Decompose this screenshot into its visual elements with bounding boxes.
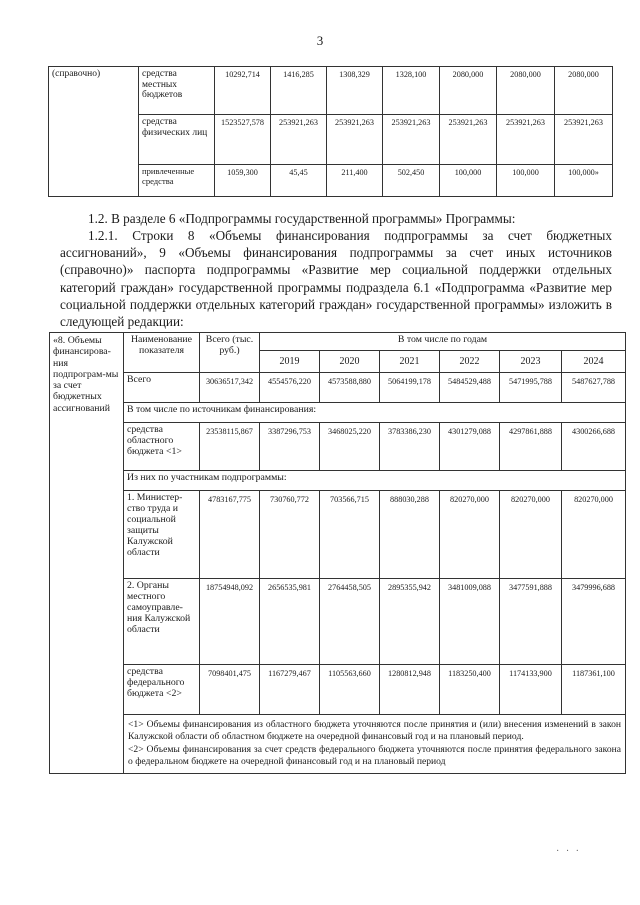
cell-value: 100,000 — [497, 165, 555, 197]
cell-value: 45,45 — [271, 165, 327, 197]
cell-value: 3387296,753 — [260, 423, 320, 471]
cell-value: 5064199,178 — [380, 373, 440, 403]
cell-value: 1167279,467 — [260, 665, 320, 715]
row-label: средства физических лиц — [139, 115, 215, 165]
cell-value: 5471995,788 — [500, 373, 562, 403]
cell-value: 253921,263 — [440, 115, 497, 165]
year-header: 2019 — [260, 351, 320, 373]
cell-value: 100,000 — [440, 165, 497, 197]
cell-value: 30636517,342 — [200, 373, 260, 403]
cell-value: 4297861,888 — [500, 423, 562, 471]
cell-value: 10292,714 — [215, 67, 271, 115]
cell-value: 1174133,900 — [500, 665, 562, 715]
footnotes — [124, 715, 626, 774]
cell-value: 3481009,088 — [440, 579, 500, 665]
header-by-years: В том числе по годам — [260, 333, 626, 351]
footnote-1: <1> Объемы финансирования из областного бюджета уточняются после принятия и (или) внесения изменений в закон Калужской области об областном бюджете на очередной финансовый год и на плановый период. — [128, 719, 622, 743]
row-label: средства федерального бюджета <2> — [124, 665, 200, 715]
cell-value: 1416,285 — [271, 67, 327, 115]
participants-heading: Из них по участникам подпрограммы: — [124, 471, 626, 491]
year-header: 2022 — [440, 351, 500, 373]
cell-value: 4573588,880 — [320, 373, 380, 403]
cell-value: 2764458,505 — [320, 579, 380, 665]
financing-table — [49, 332, 626, 774]
cell-value: 2080,000 — [497, 67, 555, 115]
cell-value: 3783386,230 — [380, 423, 440, 471]
row-label: 2. Органы местного самоуправле-ния Калужской области — [124, 579, 200, 665]
row-label: 1. Министер-ство труда и социальной защиты Калужской области — [124, 491, 200, 579]
cell-value: 1328,100 — [383, 67, 440, 115]
row-label: средства областного бюджета <1> — [124, 423, 200, 471]
sources-heading: В том числе по источникам финансирования: — [124, 403, 626, 423]
paragraph-line-1: 1.2. В разделе 6 «Подпрограммы государственной программы» Программы: — [88, 211, 516, 226]
year-header: 2023 — [500, 351, 562, 373]
top-table-first-cell: (справочно) — [49, 67, 139, 197]
cell-value: 1105563,660 — [320, 665, 380, 715]
cell-value: 1523527,578 — [215, 115, 271, 165]
cell-value: 253921,263 — [555, 115, 613, 165]
cell-value: 4554576,220 — [260, 373, 320, 403]
footnote-2: <2> Объемы финансирования за счет средств федерального бюджета уточняются после принятия федерального закона о федеральном бюджете на очередной финансовый год и на плановый период — [128, 743, 622, 768]
cell-value: 18754948,092 — [200, 579, 260, 665]
cell-value: 4301279,088 — [440, 423, 500, 471]
header-indicator: Наименование показателя — [124, 333, 200, 373]
amendment-paragraph — [60, 210, 612, 330]
paragraph-line-2: 1.2.1. Строки 8 «Объемы финансирования подпрограммы за счет бюджетных ассигнований», 9 «Объемы финансирования подпрограммы за счет иных источников (справочно)» паспорта подпрограммы «Развитие мер социальной поддержки отдельных категорий граждан» государственной программы подраздела 6.1 «Подпрограмма «Развитие мер социальной поддержки отдельных категорий граждан» государственной программы» изложить в следующей редакции: — [60, 228, 612, 329]
top-table — [48, 66, 613, 197]
cell-value: 253921,263 — [271, 115, 327, 165]
cell-value: 820270,000 — [562, 491, 626, 579]
cell-value: 703566,715 — [320, 491, 380, 579]
cell-value: 1280812,948 — [380, 665, 440, 715]
cell-value: 2080,000 — [555, 67, 613, 115]
row-label: Всего — [124, 373, 200, 403]
footer-mark: · · · — [556, 846, 581, 857]
cell-value: 730760,772 — [260, 491, 320, 579]
cell-value: 4783167,775 — [200, 491, 260, 579]
cell-value: 2080,000 — [440, 67, 497, 115]
cell-value: 5484529,488 — [440, 373, 500, 403]
year-header: 2020 — [320, 351, 380, 373]
year-header: 2021 — [380, 351, 440, 373]
side-label: «8. Объемы финансирова-ния подпрограм-мы за счет бюджетных ассигнований — [50, 333, 124, 774]
cell-value: 1183250,400 — [440, 665, 500, 715]
cell-value: 3468025,220 — [320, 423, 380, 471]
cell-value: 1059,300 — [215, 165, 271, 197]
cell-value: 888030,288 — [380, 491, 440, 579]
cell-value: 211,400 — [327, 165, 383, 197]
row-label: привлеченные средства — [139, 165, 215, 197]
row-label: средства местных бюджетов — [139, 67, 215, 115]
cell-value: 3479996,688 — [562, 579, 626, 665]
header-total: Всего (тыс. руб.) — [200, 333, 260, 373]
cell-value: 2656535,981 — [260, 579, 320, 665]
cell-value: 4300266,688 — [562, 423, 626, 471]
cell-value: 23538115,867 — [200, 423, 260, 471]
cell-value: 253921,263 — [327, 115, 383, 165]
cell-value: 1187361,100 — [562, 665, 626, 715]
cell-value: 1308,329 — [327, 67, 383, 115]
page-number: 3 — [316, 33, 324, 48]
cell-value: 3477591,888 — [500, 579, 562, 665]
cell-value: 820270,000 — [440, 491, 500, 579]
cell-value: 7098401,475 — [200, 665, 260, 715]
cell-value: 100,000» — [555, 165, 613, 197]
cell-value: 820270,000 — [500, 491, 562, 579]
year-header: 2024 — [562, 351, 626, 373]
cell-value: 2895355,942 — [380, 579, 440, 665]
cell-value: 502,450 — [383, 165, 440, 197]
cell-value: 253921,263 — [383, 115, 440, 165]
cell-value: 5487627,788 — [562, 373, 626, 403]
cell-value: 253921,263 — [497, 115, 555, 165]
